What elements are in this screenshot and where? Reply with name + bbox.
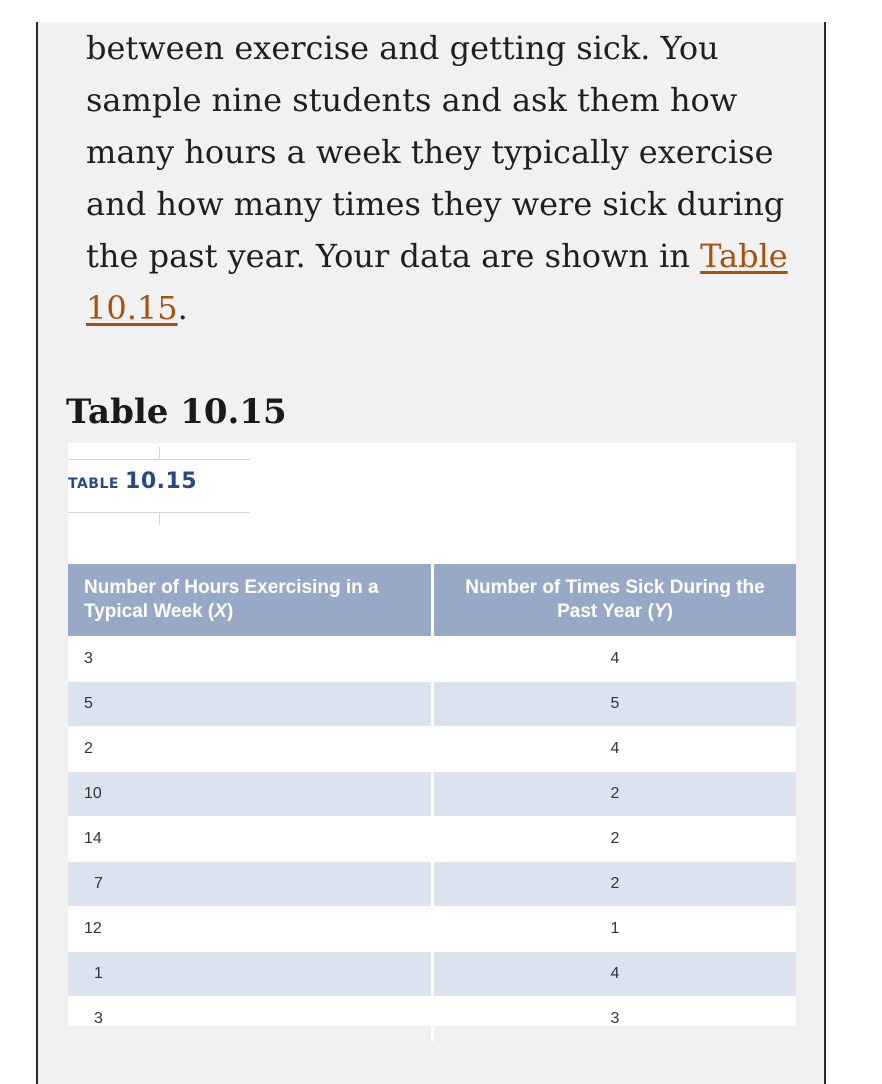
cell-hours: 10 bbox=[68, 772, 433, 817]
cell-times-sick: 2 bbox=[433, 862, 797, 907]
figure-label-number: 10.15 bbox=[125, 469, 198, 494]
paragraph-line: the past year. Your data are shown in bbox=[86, 237, 701, 275]
paragraph-line: sample nine students and ask them how bbox=[86, 81, 738, 119]
table-row bbox=[68, 637, 796, 682]
paragraph-line: and how many times they were sick during bbox=[86, 185, 785, 223]
table-row bbox=[68, 952, 796, 997]
cell-times-sick: 5 bbox=[433, 682, 797, 727]
cell-hours: 1 bbox=[68, 952, 433, 997]
table-row bbox=[68, 997, 796, 1042]
cell-hours: 3 bbox=[68, 637, 433, 682]
end-punctuation: . bbox=[177, 289, 188, 327]
table-body bbox=[68, 637, 796, 1042]
figure-rule-top bbox=[68, 459, 250, 460]
cell-hours: 12 bbox=[68, 907, 433, 952]
table-heading: Table 10.15 bbox=[66, 392, 287, 432]
cell-times-sick: 3 bbox=[433, 997, 797, 1042]
table-row bbox=[68, 907, 796, 952]
cell-times-sick: 4 bbox=[433, 637, 797, 682]
cell-times-sick: 2 bbox=[433, 772, 797, 817]
header-row bbox=[68, 564, 796, 637]
cell-hours: 3 bbox=[68, 997, 433, 1042]
paragraph-line: many hours a week they typically exercise bbox=[86, 133, 774, 171]
column-header-y: Number of Times Sick During the Past Year (Y) bbox=[433, 564, 797, 637]
cell-times-sick: 4 bbox=[433, 727, 797, 772]
cell-times-sick: 4 bbox=[433, 952, 797, 997]
data-table bbox=[68, 564, 796, 1041]
table-row bbox=[68, 817, 796, 862]
cell-hours: 14 bbox=[68, 817, 433, 862]
figure-label bbox=[68, 469, 197, 494]
column-header-x: Number of Hours Exercising in a Typical Week (X) bbox=[68, 564, 433, 637]
table-row bbox=[68, 772, 796, 817]
figure-tick-top bbox=[159, 447, 160, 459]
table-row bbox=[68, 862, 796, 907]
cell-times-sick: 1 bbox=[433, 907, 797, 952]
content-panel bbox=[36, 22, 826, 1084]
body-paragraph bbox=[86, 22, 826, 334]
table-figure bbox=[68, 443, 796, 1026]
paragraph-line: between exercise and getting sick. You bbox=[86, 29, 719, 67]
cell-times-sick: 2 bbox=[433, 817, 797, 862]
cell-hours: 5 bbox=[68, 682, 433, 727]
table-row bbox=[68, 727, 796, 772]
figure-label-word: TABLE bbox=[68, 476, 119, 492]
cell-hours: 7 bbox=[68, 862, 433, 907]
figure-tick-bottom bbox=[159, 513, 160, 525]
table-row bbox=[68, 682, 796, 727]
cell-hours: 2 bbox=[68, 727, 433, 772]
table-reference-link[interactable]: Table 10.15 bbox=[86, 237, 788, 327]
